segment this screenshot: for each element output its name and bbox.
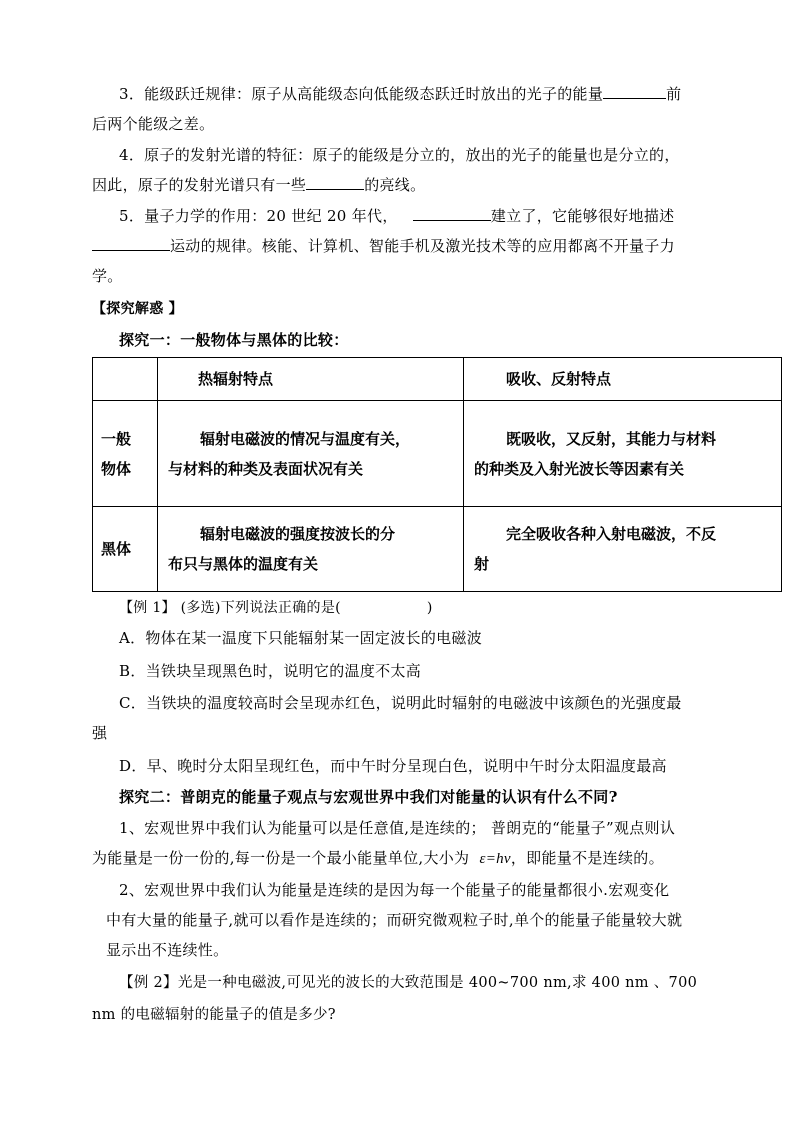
- absorb-text: [464, 424, 781, 484]
- example1-option-a: A．物体在某一温度下只能辐射某一固定波长的电磁波: [119, 629, 483, 647]
- table-row: [93, 507, 782, 592]
- fill-blank[interactable]: [92, 236, 170, 251]
- example1-option-c: C．当铁块的温度较高时会呈现赤红色，说明此时辐射的电磁波中该颜色的光强度最: [119, 694, 682, 712]
- row-name-cell: [93, 507, 158, 592]
- cell-line: 辐射电磁波的强度按波长的分: [200, 525, 396, 543]
- thermal-text: [158, 519, 463, 579]
- point2-line3: 显示出不连续性。: [106, 941, 229, 959]
- fill-blank[interactable]: [306, 175, 364, 190]
- point1-line2: [92, 848, 664, 869]
- cell-line: 完全吸收各种入射电磁波，不反: [506, 525, 717, 543]
- inquiry1-title: 探究一：一般物体与黑体的比较：: [119, 331, 349, 349]
- cell-line: 射: [474, 555, 490, 573]
- cell-line: 与材料的种类及表面状况有关: [168, 459, 364, 478]
- example2-line2: nm 的电磁辐射的能量子的值是多少?: [92, 1007, 336, 1023]
- example1-stem-close: ): [426, 600, 433, 616]
- point1-line1: 1、宏观世界中我们认为能量可以是任意值,是连续的； 普朗克的“能量子”观点则认: [119, 819, 676, 837]
- fill-blank[interactable]: [603, 84, 666, 99]
- example1-option-d: D．早、晚时分太阳呈现红色，而中午时分呈现白色，说明中午时分太阳温度最高: [119, 757, 667, 775]
- absorb-cell: [464, 401, 782, 507]
- item5-line1: [119, 206, 674, 226]
- example1-option-c-cont: 强: [92, 724, 108, 742]
- cell-line: 布只与黑体的温度有关: [168, 555, 319, 573]
- thermal-cell: [158, 401, 464, 507]
- point1-text-a: 为能量是一份一份的,每一份是一个最小能量单位,大小为: [92, 849, 470, 867]
- table-header-cell: 吸收、反射特点: [464, 358, 782, 401]
- cell-line: 辐射电磁波的情况与温度有关，: [200, 429, 411, 448]
- item4-text-b: 的亮线。: [364, 176, 426, 194]
- fill-blank[interactable]: [413, 206, 491, 221]
- row-name-line: 一般: [101, 429, 132, 448]
- table-row: [93, 401, 782, 507]
- point2-line2: 中有大量的能量子,就可以看作是连续的；而研究微观粒子时,单个的能量子能量较大就: [106, 911, 683, 929]
- example2-line1: 【例 2】光是一种电磁波,可见光的波长的大致范围是 400~700 nm,求 400 nm 、700: [119, 975, 698, 991]
- table-header-row: [93, 358, 782, 401]
- example1-stem: [119, 598, 433, 618]
- item5-text-b: 建立了，它能够很好地描述: [490, 207, 675, 225]
- item5-text-a: 5．量子力学的作用：20 世纪 20 年代，: [119, 207, 398, 225]
- item5-line2: [92, 236, 675, 256]
- section-heading: 【探究解惑 】: [92, 301, 183, 317]
- row-name-cell: [93, 401, 158, 507]
- thermal-cell: [158, 507, 464, 592]
- item4-line2: [92, 175, 425, 195]
- cell-line: 的种类及入射光波长等因素有关: [474, 459, 685, 478]
- comparison-table: [92, 357, 782, 592]
- item4-text-a: 因此，原子的发射光谱只有一些: [92, 176, 307, 194]
- point2-line1: 2、宏观世界中我们认为能量是连续的是因为每一个能量子的能量都很小.宏观变化: [119, 881, 670, 899]
- row-name: [93, 424, 157, 484]
- item5-text-c: 运动的规律。核能、计算机、智能手机及激光技术等的应用都离不开量子力: [170, 237, 675, 255]
- item3-text-a: 3．能级跃迁规律：原子从高能级态向低能级态跃迁时放出的光子的能量: [119, 85, 604, 103]
- formula-energy: ε=hν: [479, 851, 511, 867]
- row-name: 黑体: [101, 540, 132, 558]
- item3-line2: 后两个能级之差。: [92, 115, 215, 133]
- point1-text-b: ，即能量不是连续的。: [510, 849, 664, 867]
- cell-line: 既吸收，又反射，其能力与材料: [506, 429, 717, 448]
- item3-line1: [119, 84, 681, 104]
- table-header-cell: [93, 358, 158, 401]
- inquiry2-title: 探究二：普朗克的能量子观点与宏观世界中我们对能量的认识有什么不同?: [119, 788, 618, 806]
- item3-text-b: 前: [666, 85, 682, 103]
- thermal-text: [158, 424, 463, 484]
- row-name-line: 物体: [101, 459, 132, 478]
- item5-line3: 学。: [92, 267, 123, 285]
- absorb-cell: [464, 507, 782, 592]
- absorb-text: [464, 519, 781, 579]
- example1-option-b: B．当铁块呈现黑色时，说明它的温度不太高: [119, 662, 422, 680]
- table-header-cell: 热辐射特点: [158, 358, 464, 401]
- item4-line1: 4．原子的发射光谱的特征：原子的能级是分立的，放出的光子的能量也是分立的，: [119, 146, 680, 164]
- example1-stem-text: 【例 1】 (多选)下列说法正确的是(: [119, 600, 341, 616]
